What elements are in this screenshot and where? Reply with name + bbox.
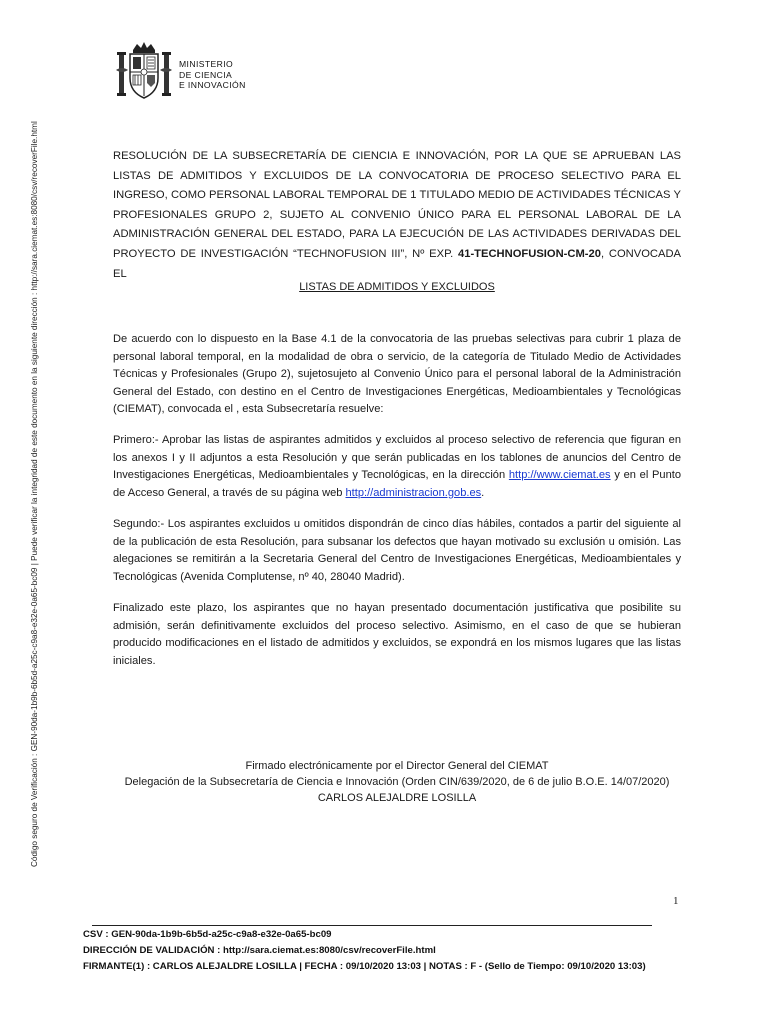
ministry-logo <box>113 40 268 102</box>
administracion-link[interactable]: http://administracion.gob.es <box>345 486 482 499</box>
coat-of-arms-icon <box>113 40 175 102</box>
footer-csv: CSV : GEN-90da-1b9b-6b5d-a25c-c9a8-e32e-0a65-bc09 <box>83 929 332 940</box>
ministry-line-1: MINISTERIO <box>179 59 234 69</box>
section-heading: LISTAS DE ADMITIDOS Y EXCLUIDOS <box>299 281 495 293</box>
ministry-name <box>179 59 246 91</box>
resolution-title <box>113 147 681 284</box>
paragraph-primero-text-b: y en el Punto de Acceso General, a través de su página web <box>113 469 682 499</box>
paragraph-primero-text-a: Primero:- Aprobar las listas de aspirantes admitidos y excluidos al proceso selectivo de referencia que figuran en los anexos I y II adjuntos a esta Resolución y que serán publicadas en los tablones de anuncios del Centro de Investigaciones Energéticas, Medioambientales y Tecnológicas, en la dirección <box>113 434 681 482</box>
paragraph-intro: De acuerdo con lo dispuesto en la Base 4.1 de la convocatoria de las pruebas selectivas para cubrir 1 plaza de personal laboral temporal, en la modalidad de obra o servicio, de la categoría de Titulado Medio de Actividades Técnicas y Profesionales (Grupo 2), sujetosujeto al Convenio Único para el personal laboral de la Administración General del Estado, con destino en el Centro de Investigaciones Energéticas, Medioambientales y Tecnológicas (CIEMAT), convocada el , esta Subsecretaría resuelve: <box>113 333 681 416</box>
paragraph-segundo: Segundo:- Los aspirantes excluidos u omitidos dispondrán de cinco días hábiles, contados a partir del siguiente al de la publicación de esta Resolución, para subsanar los defectos que hayan motivado su exclusión u omisión. Las alegaciones se remitirán a la Secretaria General del Centro de Investigaciones Energéticas, Medioambientales y Tecnológicas (Avenida Complutense, nº 40, 28040 Madrid). <box>113 518 681 583</box>
signature-line-2: Delegación de la Subsecretaría de Ciencia e Innovación (Orden CIN/639/2020, de 6 de julio B.O.E. 14/07/2020) <box>124 776 670 788</box>
verification-side-strip: Código seguro de Verificación : GEN-90da-1b9b-6b5d-a25c-c9a8-e32e-0a65-bc09 | Puede verificar la integridad de este documento en la siguiente dirección : http://sara.ciemat.es:8080/csv/recoverFile.html <box>30 121 39 867</box>
footer-signer: FIRMANTE(1) : CARLOS ALEJALDRE LOSILLA | FECHA : 09/10/2020 13:03 | NOTAS : F - (Sello de Tiempo: 09/10/2020 13:03) <box>83 960 646 972</box>
signature-line-1: Firmado electrónicamente por el Director General del CIEMAT <box>245 760 549 772</box>
page-number: 1 <box>673 895 679 907</box>
resolution-title-tail: , CONVOCADA EL <box>113 247 681 280</box>
ministry-line-3: E INNOVACIÓN <box>179 80 246 90</box>
footer-validation-address: DIRECCIÓN DE VALIDACIÓN : http://sara.ciemat.es:8080/csv/recoverFile.html <box>83 944 436 956</box>
footer-divider <box>92 925 652 926</box>
ciemat-link[interactable]: http://www.ciemat.es <box>508 469 611 482</box>
resolution-title-main: RESOLUCIÓN DE LA SUBSECRETARÍA DE CIENCIA E INNOVACIÓN, POR LA QUE SE APRUEBAN LAS LISTAS DE ADMITIDOS Y EXCLUIDOS DE LA CONVOCATORIA DE PROCESO SELECTIVO PARA EL INGRESO, COMO PERSONAL LABORAL TEMPORAL DE 1 TITULADO MEDIO DE ACTIVIDADES TÉCNICAS Y PROFESIONALES GRUPO 2, SUJETO AL CONVENIO ÚNICO PARA EL PERSONAL LABORAL DE LA ADMINISTRACIÓN GENERAL DEL ESTADO, PARA LA EJECUCIÓN DE LAS ACTIVIDADES DERIVADAS DEL PROYECTO DE INVESTIGACIÓN “TECHNOFUSION III”, Nº EXP. <box>113 150 681 260</box>
ministry-line-2: DE CIENCIA <box>179 69 233 80</box>
paragraph-primero-text-c: . <box>481 486 485 499</box>
signature-line-3: CARLOS ALEJALDRE LOSILLA <box>317 792 477 804</box>
footer <box>83 927 763 974</box>
paragraph-primero <box>113 432 681 502</box>
paragraph-final: Finalizado este plazo, los aspirantes que no hayan presentado documentación justificativa que posibilite su admisión, serán definitivamente excluidos del proceso selectivo. Asimismo, en el caso de que se hubieran producido modificaciones en el listado de admitidos y excluidos, se expondrá en los mismos lugares que las listas iniciales. <box>113 602 681 667</box>
resolution-file-number: 41-TECHNOFUSION-CM-20 <box>458 247 601 260</box>
signature-block <box>113 758 681 806</box>
